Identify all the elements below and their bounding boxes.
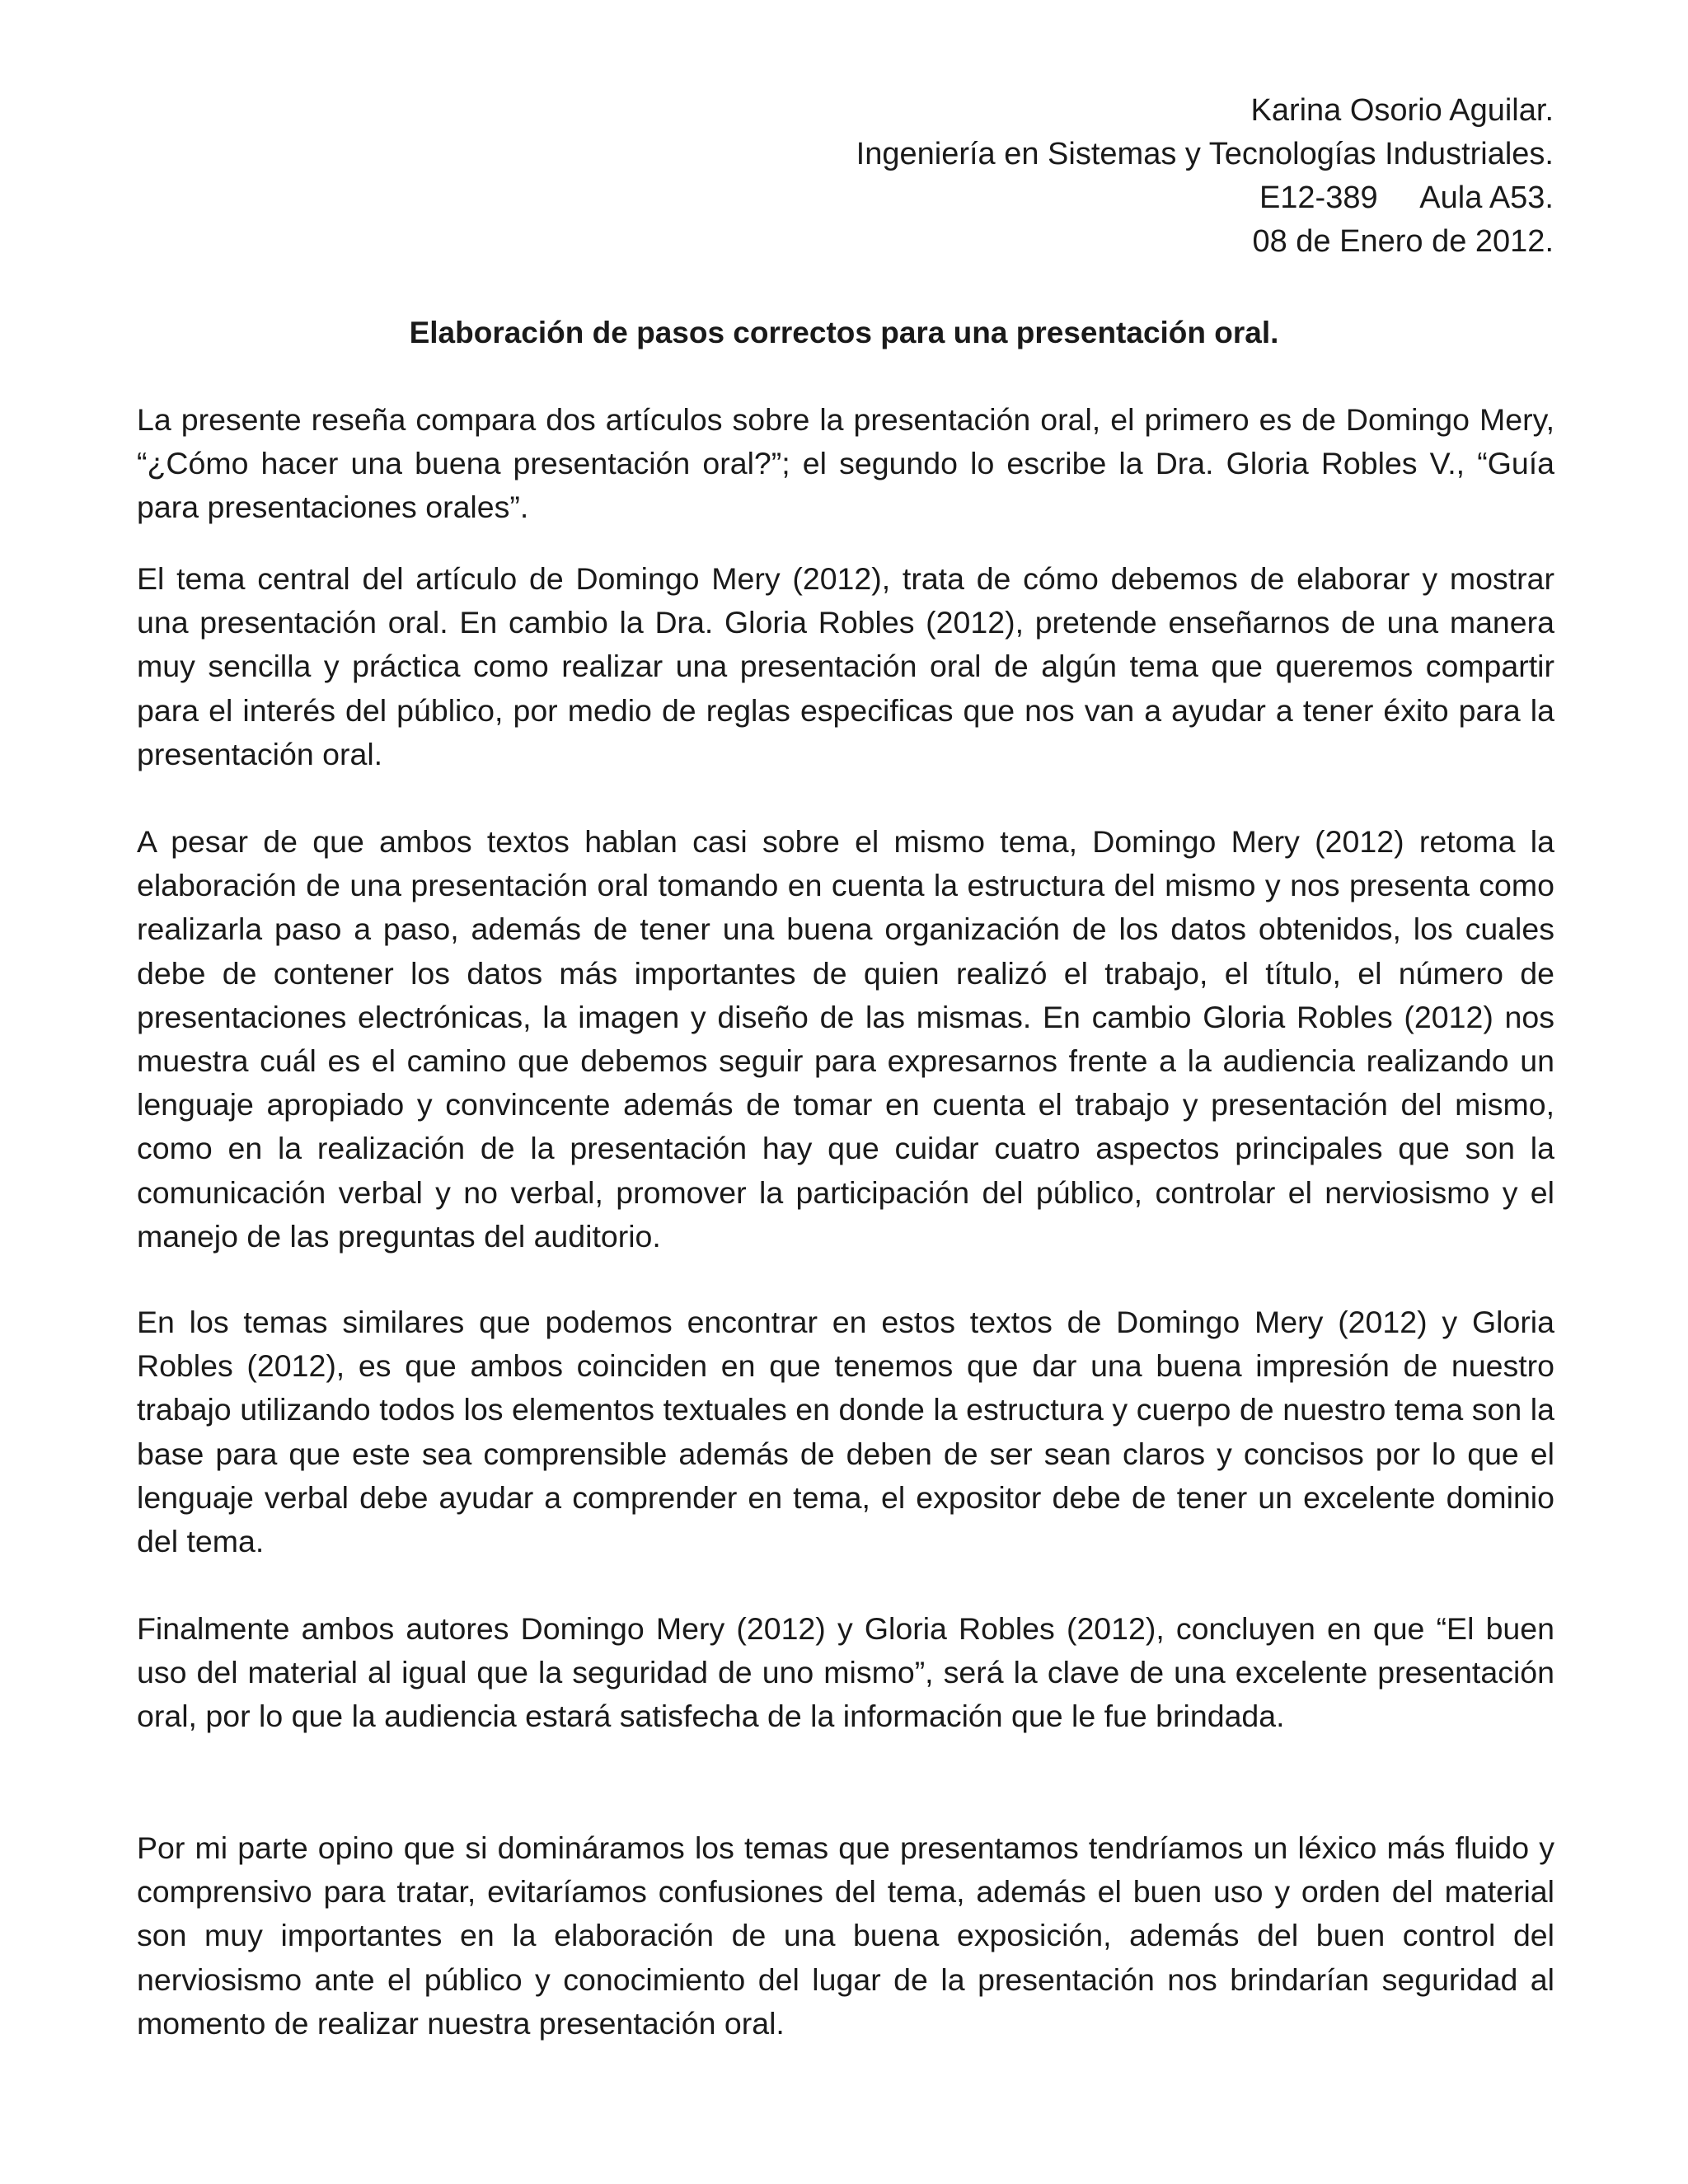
paragraph-opinion: Por mi parte opino que si domináramos los temas que presentamos tendríamos un léxico más fluido y comprensivo para tratar, evitaríamos confusiones del tema, además el buen uso y orden del material son muy importantes en la elaboración de una buena exposición, además del buen control del nerviosismo ante el público y conocimiento del lugar de la presentación nos brindarían seguridad al momento de realizar nuestra presentación oral. bbox=[137, 1830, 1554, 2041]
document-title: Elaboración de pasos correctos para una presentación oral. bbox=[409, 316, 1279, 349]
author-name: Karina Osorio Aguilar. bbox=[1250, 93, 1554, 128]
paragraph-central-theme: El tema central del artículo de Domingo Mery (2012), trata de cómo debemos de elaborar y mostrar una presentación oral. En cambio la Dra. Gloria Robles (2012), pretende enseñarnos de una manera muy sencilla y práctica como realizar una presentación oral de algún tema que queremos compartir para el interés del público, por medio de reglas especificas que nos van a ayudar a tener éxito para la presentación oral. bbox=[137, 561, 1554, 771]
program-name: Ingeniería en Sistemas y Tecnologías Industriales. bbox=[856, 137, 1554, 171]
paragraph-conclusion: Finalmente ambos autores Domingo Mery (2012) y Gloria Robles (2012), concluyen en que “El buen uso del material al igual que la seguridad de uno mismo”, será la clave de una excelente presentación oral, por lo que la audiencia estará satisfecha de la información que le fue brindada. bbox=[137, 1611, 1554, 1734]
paragraph-introduction: La presente reseña compara dos artículos sobre la presentación oral, el primero es de Domingo Mery, “¿Cómo hacer una buena presentación oral?”; el segundo lo escribe la Dra. Gloria Robles V., “Guía para presentaciones orales”. bbox=[137, 402, 1554, 525]
document-date: 08 de Enero de 2012. bbox=[1252, 224, 1554, 259]
paragraph-differences: A pesar de que ambos textos hablan casi sobre el mismo tema, Domingo Mery (2012) retoma la elaboración de una presentación oral tomando en cuenta la estructura del mismo y nos presenta como realizarla paso a paso, además de tener una buena organización de los datos obtenidos, los cuales debe de contener los datos más importantes de quien realizó el trabajo, el título, el número de presentaciones electrónicas, la imagen y diseño de las mismas. En cambio Gloria Robles (2012) nos muestra cuál es el camino que debemos seguir para expresarnos frente a la audiencia realizando un lenguaje apropiado y convincente además de tomar en cuenta el trabajo y presentación del mismo, como en la realización de la presentación hay que cuidar cuatro aspectos principales que son la comunicación verbal y no verbal, promover la participación del público, controlar el nerviosismo y el manejo de las preguntas del auditorio. bbox=[137, 824, 1554, 1254]
header-block bbox=[856, 89, 1554, 264]
paragraph-similarities: En los temas similares que podemos encontrar en estos textos de Domingo Mery (2012) y Gloria Robles (2012), es que ambos coinciden en que tenemos que dar una buena impresión de nuestro trabajo utilizando todos los elementos textuales en donde la estructura y cuerpo de nuestro tema son la base para que este sea comprensible además de deben de ser sean claros y concisos por lo que el lenguaje verbal debe ayudar a comprender en tema, el expositor debe de tener un excelente dominio del tema. bbox=[137, 1305, 1554, 1559]
group-classroom: E12-389 Aula A53. bbox=[1259, 180, 1554, 215]
